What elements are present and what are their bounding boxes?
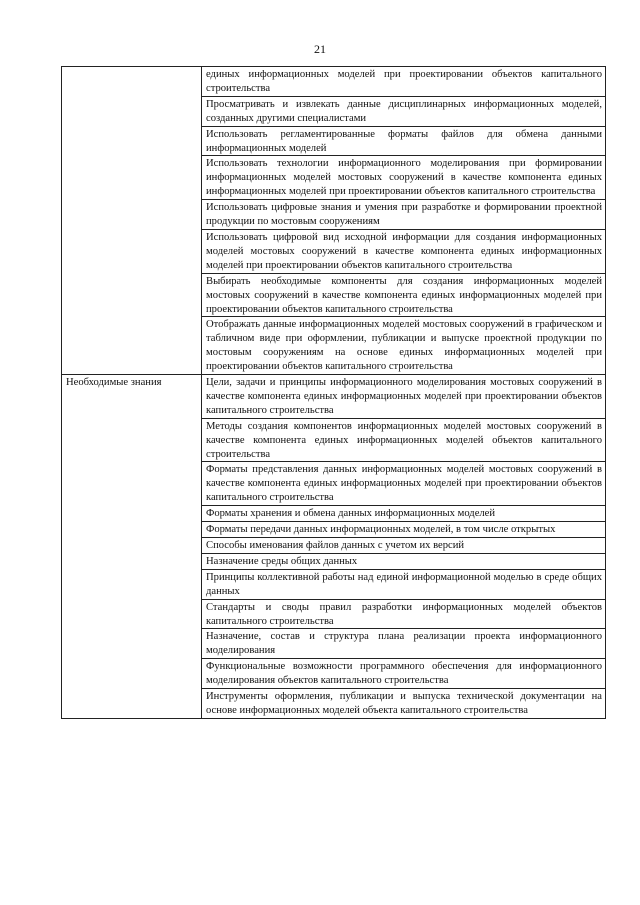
table-cell: Назначение среды общих данных xyxy=(202,553,606,569)
table-cell: Методы создания компонентов информационных моделей мостовых сооружений в качестве компонента единых информационных моделей объектов капитального строительства xyxy=(202,418,606,462)
section-label-required-knowledge: Необходимые знания xyxy=(66,377,162,389)
requirements-table xyxy=(61,66,606,719)
table-cell: Форматы передачи данных информационных моделей, в том числе открытых xyxy=(202,522,606,538)
table-cell: Выбирать необходимые компоненты для создания информационных моделей мостовых сооружений в качестве компонента единых информационных моделей при проектировании объектов капитального строительства xyxy=(202,273,606,317)
table-cell: Использовать регламентированные форматы файлов для обмена данными информационных моделей xyxy=(202,126,606,156)
table-cell: Способы именования файлов данных с учетом их версий xyxy=(202,538,606,554)
table-cell: Принципы коллективной работы над единой информационной моделью в среде общих данных xyxy=(202,569,606,599)
table-cell: Форматы представления данных информационных моделей мостовых сооружений в качестве компонента единых информационных моделей при проектировании объектов капитального строительства xyxy=(202,462,606,506)
table-cell: Использовать цифровой вид исходной информации для создания информационных моделей мостовых сооружений в качестве компонента единых информационных моделей при проектировании объектов капитального строительства xyxy=(202,229,606,273)
table-cell: Просматривать и извлекать данные дисциплинарных информационных моделей, созданных другими специалистами xyxy=(202,96,606,126)
table-cell: Инструменты оформления, публикации и выпуска технической документации на основе информационных моделей объекта капитального строительства xyxy=(202,689,606,719)
table-cell: Использовать технологии информационного моделирования при формировании информационных моделей мостовых сооружений в качестве компонента единых информационных моделей при проектировании объектов капитального строительства xyxy=(202,156,606,200)
table-cell: Функциональные возможности программного обеспечения для информационного моделирования объектов капитального строительства xyxy=(202,659,606,689)
table-cell: единых информационных моделей при проектировании объектов капитального строительства xyxy=(202,67,606,97)
section-label-cell xyxy=(62,375,202,719)
table-cell: Отображать данные информационных моделей мостовых сооружений в графическом и табличном виде при оформлении, публикации и выпуске проектной продукции по мостовым сооружениям на основе единых информационных моделей при проектировании объектов капитального строительства xyxy=(202,317,606,375)
table-cell: Форматы хранения и обмена данных информационных моделей xyxy=(202,506,606,522)
table-cell: Использовать цифровые знания и умения при разработке и формировании проектной продукции по мостовым сооружениям xyxy=(202,200,606,230)
table-cell: Цели, задачи и принципы информационного моделирования мостовых сооружений в качестве компонента единых информационных моделей при проектировании объектов капитального строительства xyxy=(202,375,606,419)
page-number: 21 xyxy=(314,42,326,56)
section-label-cell xyxy=(62,67,202,375)
table-cell: Стандарты и своды правил разработки информационных моделей объектов капитального строительства xyxy=(202,599,606,629)
table-row xyxy=(62,67,606,97)
table-row xyxy=(62,375,606,419)
table-cell: Назначение, состав и структура плана реализации проекта информационного моделирования xyxy=(202,629,606,659)
